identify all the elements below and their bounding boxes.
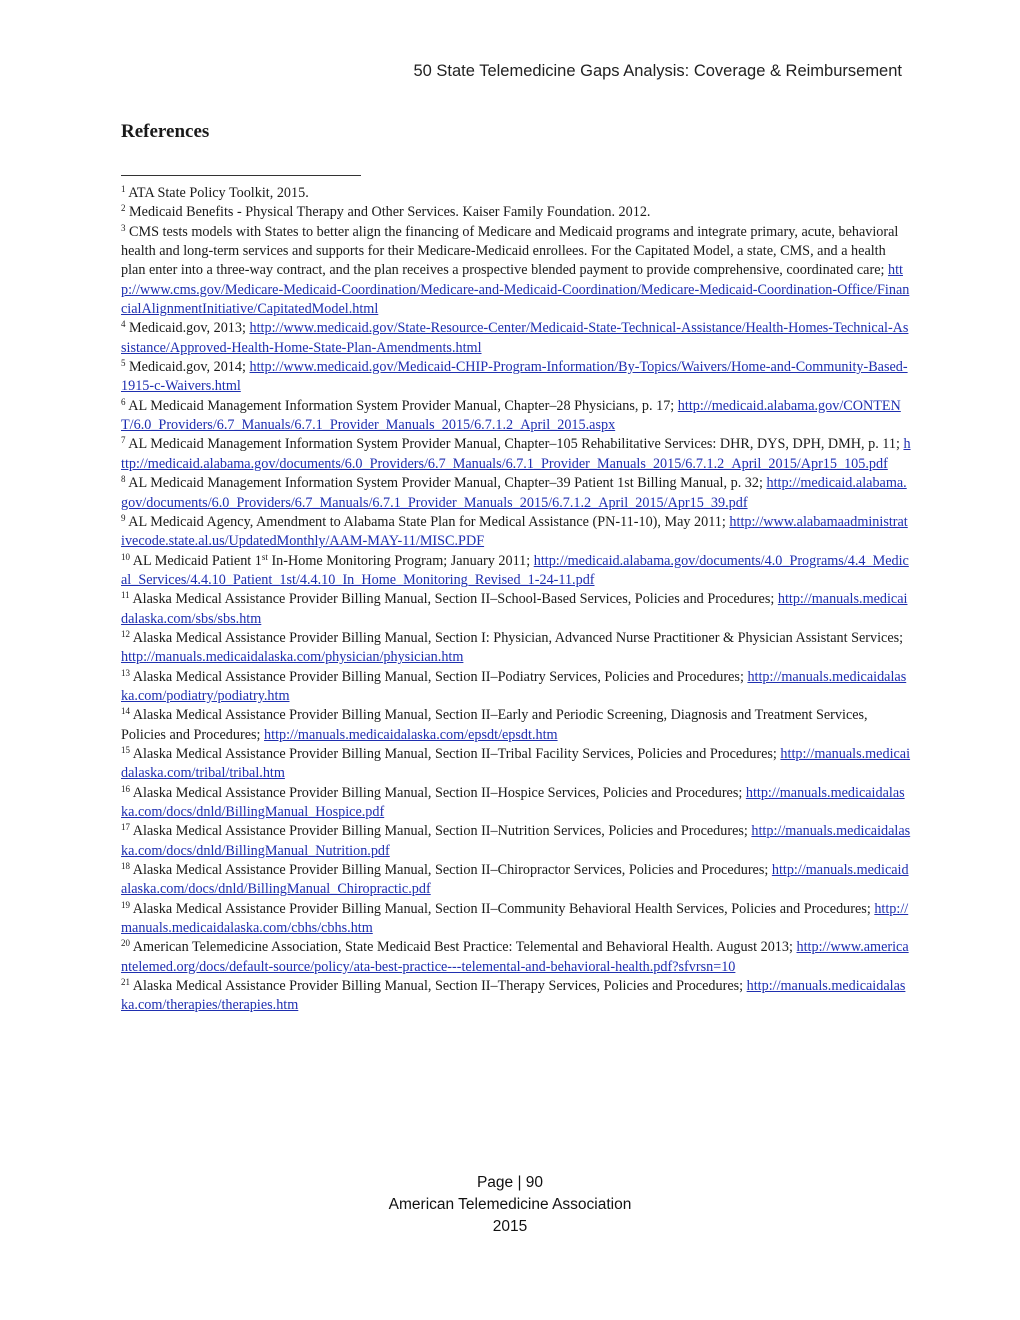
footnote-16 <box>121 784 911 823</box>
footnote-link[interactable]: http://manuals.medicaidalaska.com/tribal/tribal.htm <box>121 745 911 782</box>
running-header: 50 State Telemedicine Gaps Analysis: Coverage & Reimbursement <box>413 62 902 80</box>
section-heading: References <box>121 121 210 142</box>
footnote-number: 6 <box>121 396 126 407</box>
footnote-text: Alaska Medical Assistance Provider Billing Manual, Section II–Tribal Facility Services, Policies and Procedures; <box>132 745 781 762</box>
footnote-number: 12 <box>121 628 130 639</box>
footnote-5 <box>121 358 911 397</box>
page-number: Page | 90 <box>476 1174 544 1191</box>
page-footer <box>0 1172 1020 1238</box>
footnote-number: 19 <box>121 899 130 910</box>
footnote-21 <box>121 977 911 1016</box>
footnote-12 <box>121 629 911 668</box>
footnote-number: 7 <box>121 435 126 446</box>
footnote-number: 14 <box>121 706 130 717</box>
footnote-18 <box>121 861 911 900</box>
footnote-link[interactable]: http://medicaid.alabama.gov/documents/4.0_Programs/4.4_Medical_Services/4.4.10_Patient_1st/4.4.10_In_Home_Monitoring_Revised_1-24-11.pdf <box>121 552 909 588</box>
footnote-link[interactable]: http://manuals.medicaidalaska.com/physician/physician.htm <box>121 649 464 666</box>
footnote-text: ATA State Policy Toolkit, 2015. <box>128 185 309 201</box>
footnote-text: Alaska Medical Assistance Provider Billing Manual, Section II–Nutrition Services, Policies and Procedures; <box>132 823 752 840</box>
footnote-4 <box>121 319 911 358</box>
footnote-link[interactable]: http://manuals.medicaidalaska.com/epsdt/epsdt.htm <box>264 726 558 743</box>
footnote-10 <box>121 552 911 591</box>
footnote-number: 5 <box>121 358 126 369</box>
footnote-link[interactable]: http://medicaid.alabama.gov/documents/6.0_Providers/6.7_Manuals/6.7.1_Provider_Manuals_2015/6.7.1.2_April_2015/Apr15_39.pdf <box>121 475 907 511</box>
footnote-text: AL Medicaid Patient 1st In-Home Monitoring Program; January 2011; <box>132 551 534 569</box>
footnote-13 <box>121 668 911 707</box>
footnote-link[interactable]: http://manuals.medicaidalaska.com/docs/dnld/BillingManual_Chiropractic.pdf <box>121 862 909 898</box>
footnote-7 <box>121 435 911 474</box>
footnote-17 <box>121 822 911 861</box>
footnotes-list <box>121 184 911 1016</box>
footnote-link[interactable]: http://manuals.medicaidalaska.com/sbs/sbs.htm <box>121 591 908 627</box>
footnote-3 <box>121 223 911 320</box>
footnote-text: Alaska Medical Assistance Provider Billing Manual, Section II–Therapy Services, Policies and Procedures; <box>132 978 747 995</box>
footnote-text: Alaska Medical Assistance Provider Billing Manual, Section II–School-Based Services, Policies and Procedures; <box>132 591 778 608</box>
footnote-text: American Telemedicine Association, State Medicaid Best Practice: Telemental and Behavioral Health. August 2013; <box>132 939 797 956</box>
footnote-text: AL Medicaid Management Information System Provider Manual, Chapter–39 Patient 1st Billing Manual, p. 32; <box>128 475 767 492</box>
footnote-number: 13 <box>121 667 130 678</box>
footnote-15 <box>121 745 911 784</box>
footnote-19 <box>121 900 911 939</box>
footnote-number: 16 <box>121 783 130 794</box>
footnote-20 <box>121 938 911 977</box>
footnote-11 <box>121 590 911 629</box>
footnote-number: 1 <box>121 184 126 194</box>
footnote-number: 9 <box>121 512 126 523</box>
footnote-9 <box>121 513 911 552</box>
footnote-number: 21 <box>121 977 130 988</box>
footnote-text: Alaska Medical Assistance Provider Billing Manual, Section II–Community Behavioral Health Services, Policies and Procedures; <box>132 900 875 917</box>
footnote-text: Alaska Medical Assistance Provider Billing Manual, Section II–Podiatry Services, Policies and Procedures; <box>132 668 748 685</box>
footnote-text: Alaska Medical Assistance Provider Billing Manual, Section I: Physician, Advanced Nurse Practitioner & Physician Assistant Services; <box>132 629 904 646</box>
footnote-1 <box>121 184 911 203</box>
footnote-link[interactable]: http://www.cms.gov/Medicare-Medicaid-Coordination/Medicare-and-Medicaid-Coordination/Medicare-Medicaid-Coordination-Office/FinancialAlignmentInitiative/CapitatedModel.html <box>121 262 910 318</box>
footnote-link[interactable]: http://www.medicaid.gov/Medicaid-CHIP-Program-Information/By-Topics/Waivers/Home-and-Community-Based-1915-c-Waivers.html <box>121 359 908 395</box>
footnote-link[interactable]: http://manuals.medicaidalaska.com/therapies/therapies.htm <box>121 978 906 1014</box>
footnote-text: Medicaid Benefits - Physical Therapy and Other Services. Kaiser Family Foundation. 2012. <box>129 204 651 221</box>
footnote-number: 10 <box>121 551 130 562</box>
footnote-text: AL Medicaid Management Information System Provider Manual, Chapter–105 Rehabilitative Services: DHR, DYS, DPH, DMH, p. 11; <box>128 436 904 453</box>
footnote-number: 11 <box>121 590 130 601</box>
footnote-number: 18 <box>121 861 130 872</box>
footnote-number: 8 <box>121 474 126 485</box>
footnote-text: Alaska Medical Assistance Provider Billing Manual, Section II–Early and Periodic Screening, Diagnosis and Treatment Services, Policies and Procedures; <box>121 707 868 743</box>
footnote-link[interactable]: http://www.americantelemed.org/docs/default-source/policy/ata-best-practice---telemental-and-behavioral-health.pdf?sfvrsn=10 <box>121 939 909 975</box>
footnote-link[interactable]: http://www.medicaid.gov/State-Resource-Center/Medicaid-State-Technical-Assistance/Health-Homes-Technical-Assistance/Approved-Health-Home-State-Plan-Amendments.html <box>121 320 909 356</box>
footnote-separator <box>121 175 361 176</box>
footnote-text: Medicaid.gov, 2013; <box>129 320 250 337</box>
footnote-number: 15 <box>121 744 130 755</box>
footnote-link[interactable]: http://medicaid.alabama.gov/CONTENT/6.0_Providers/6.7_Manuals/6.7.1_Provider_Manuals_2015/6.7.1.2_April_2015.aspx <box>121 397 901 434</box>
footnote-14 <box>121 706 911 745</box>
footer-year: 2015 <box>492 1218 528 1235</box>
footnote-link[interactable]: http://www.alabamaadministrativecode.state.al.us/UpdatedMonthly/AAM-MAY-11/MISC.PDF <box>121 513 908 550</box>
footnote-link[interactable]: http://manuals.medicaidalaska.com/docs/dnld/BillingManual_Nutrition.pdf <box>121 823 911 859</box>
footnote-2 <box>121 203 911 222</box>
footnote-link[interactable]: http://manuals.medicaidalaska.com/podiatry/podiatry.htm <box>121 668 907 704</box>
footnote-number: 2 <box>121 203 126 214</box>
footnote-link[interactable]: http://medicaid.alabama.gov/documents/6.0_Providers/6.7_Manuals/6.7.1_Provider_Manuals_2015/6.7.1.2_April_2015/Apr15_105.pdf <box>121 436 911 472</box>
footnote-link[interactable]: http://manuals.medicaidalaska.com/cbhs/cbhs.htm <box>121 900 909 937</box>
footnote-number: 4 <box>121 319 126 330</box>
footnote-text: AL Medicaid Management Information System Provider Manual, Chapter–28 Physicians, p. 17; <box>128 397 678 414</box>
footnote-number: 17 <box>121 822 130 833</box>
footnote-number: 3 <box>121 222 126 233</box>
footnote-text: Alaska Medical Assistance Provider Billing Manual, Section II–Hospice Services, Policies and Procedures; <box>132 784 746 801</box>
footnote-8 <box>121 474 911 513</box>
footnote-text: AL Medicaid Agency, Amendment to Alabama State Plan for Medical Assistance (PN-11-10), May 2011; <box>128 513 730 530</box>
footnote-text: CMS tests models with States to better align the financing of Medicare and Medicaid programs and integrate primary, acute, behavioral health and long-term services and supports for their Medicare-Medicaid enrollees. For the Capitated Model, a state, CMS, and a health plan enter into a three-way contract, and the plan receives a prospective blended payment to provide comprehensive, coordinated care; <box>121 223 899 279</box>
footnote-text: Medicaid.gov, 2014; <box>129 359 250 376</box>
footnote-6 <box>121 397 911 436</box>
footnote-text: Alaska Medical Assistance Provider Billing Manual, Section II–Chiropractor Services, Policies and Procedures; <box>132 862 772 879</box>
footnote-number: 20 <box>121 938 130 949</box>
footnote-link[interactable]: http://manuals.medicaidalaska.com/docs/dnld/BillingManual_Hospice.pdf <box>121 784 905 820</box>
footer-organization: American Telemedicine Association <box>388 1196 632 1213</box>
